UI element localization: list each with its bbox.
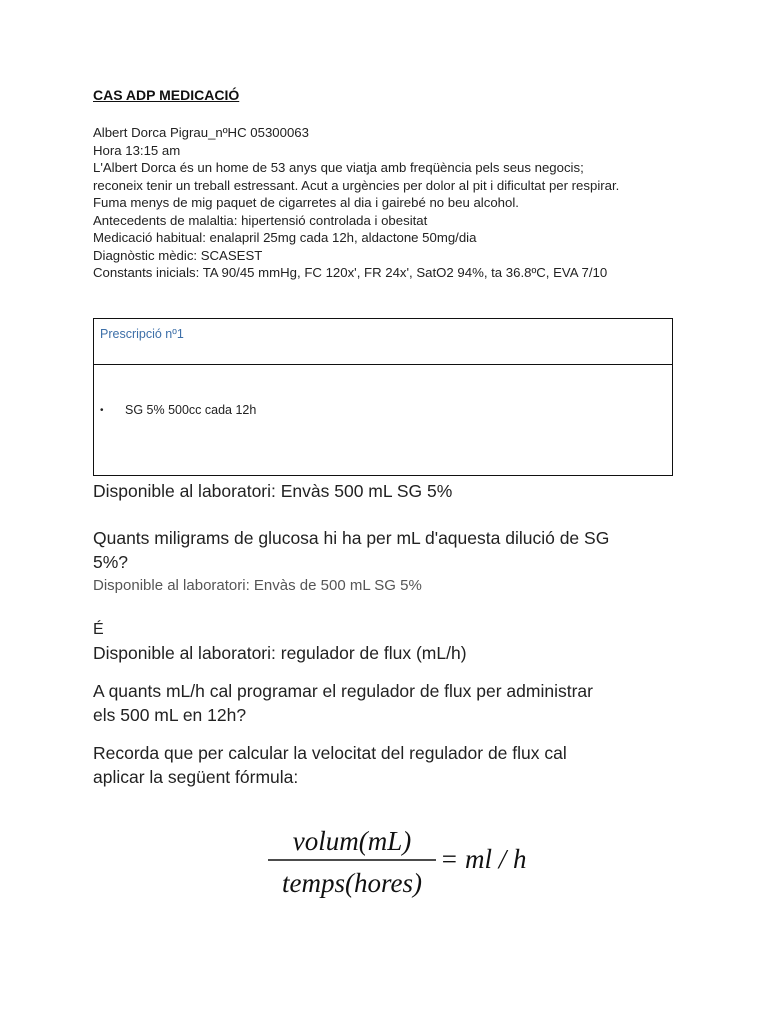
patient-line: Albert Dorca Pigrau_nºHC 05300063 — [93, 125, 309, 140]
lab-available-faded: Disponible al laboratori: Envàs de 500 mL SG 5% — [93, 577, 422, 594]
lab-available-text: Disponible al laboratori: Envàs 500 mL SG 5% — [93, 481, 453, 501]
prescription-table — [93, 318, 673, 476]
flow-rate-formula — [268, 822, 558, 902]
patient-line: Diagnòstic mèdic: SCASEST — [93, 247, 263, 263]
formula-denominator: temps(hores) — [282, 868, 422, 898]
document-title: CAS ADP MEDICACIÓ — [93, 87, 240, 103]
patient-line: Fuma menys de mig paquet de cigarretes al dia i gairebé no beu alcohol. — [93, 195, 519, 210]
patient-line: L'Albert Dorca és un home de 53 anys que viatja amb freqüència pels seus negocis; — [93, 160, 584, 175]
stray-character: É — [93, 621, 104, 638]
question-1-line: Quants miligrams de glucosa hi ha per mL d'aquesta dilució de SG — [93, 528, 610, 548]
patient-line: reconeix tenir un treball estressant. Acut a urgències per dolor al pit i dificultat per respirar. — [93, 177, 620, 193]
question-1 — [93, 526, 609, 574]
patient-line: Constants inicials: TA 90/45 mmHg, FC 120x', FR 24x', SatO2 94%, ta 36.8ºC, EVA 7/10 — [93, 265, 608, 280]
question-1-line: 5%? — [93, 552, 129, 572]
bullet-icon: • — [100, 405, 104, 416]
patient-line: Medicació habitual: enalapril 25mg cada 12h, aldactone 50mg/dia — [93, 230, 477, 245]
question-2-line: A quants mL/h cal programar el regulador de flux per administrar — [93, 681, 593, 701]
lab-available-flux: Disponible al laboratori: regulador de flux (mL/h) — [93, 643, 467, 663]
lab-available-container — [93, 479, 452, 503]
patient-info — [93, 124, 713, 282]
prescription-item — [100, 403, 256, 418]
prescription-body-cell — [94, 365, 672, 475]
reminder-line: aplicar la següent fórmula: — [93, 767, 299, 787]
prescription-header-cell — [94, 319, 672, 365]
prescription-header: Prescripció nº1 — [100, 327, 184, 341]
patient-line: Hora 13:15 am — [93, 142, 181, 158]
formula-result: = ml / h — [440, 844, 527, 874]
reminder-line: Recorda que per calcular la velocitat del regulador de flux cal — [93, 743, 567, 763]
prescription-item-text: SG 5% 500cc cada 12h — [125, 403, 257, 417]
reminder — [93, 741, 567, 789]
patient-line: Antecedents de malaltia: hipertensió controlada i obesitat — [93, 212, 428, 228]
question-2-line: els 500 mL en 12h? — [93, 705, 247, 725]
question-2 — [93, 679, 593, 727]
formula-numerator: volum(mL) — [292, 826, 412, 856]
